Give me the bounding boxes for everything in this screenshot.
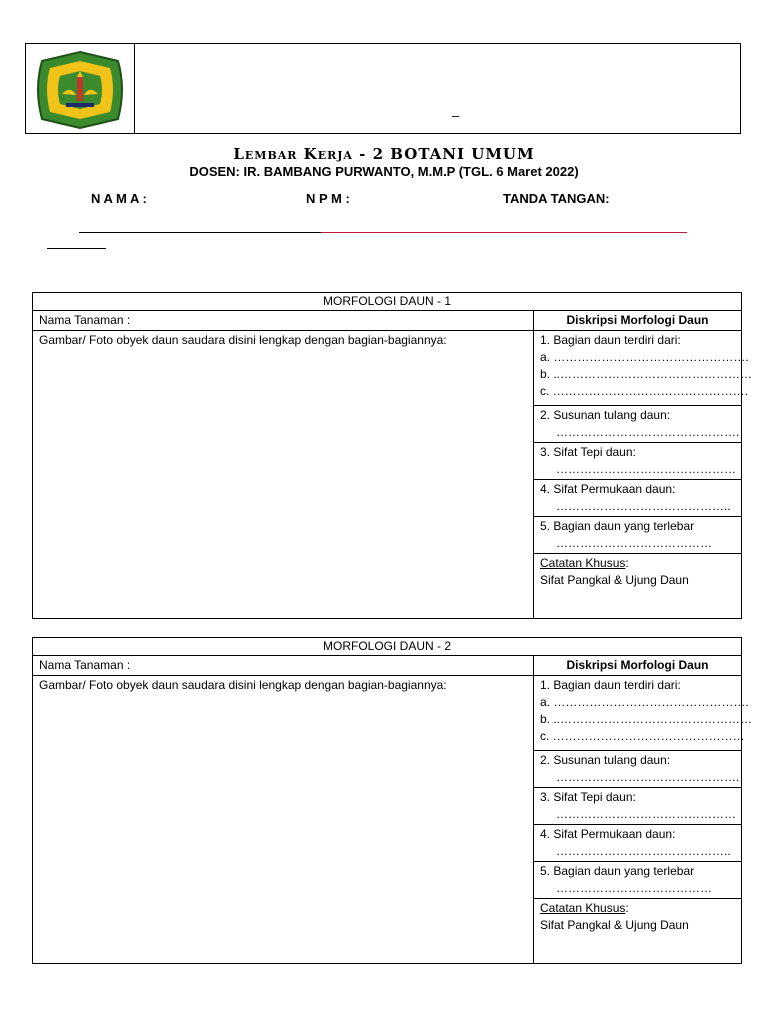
terlebar-dots: ………………………………… bbox=[556, 881, 712, 895]
bagian-b: b. ..………………………………………… bbox=[540, 367, 753, 381]
right-column-header: Diskripsi Morfologi Daun bbox=[534, 311, 742, 331]
signature-line bbox=[321, 232, 687, 233]
permukaan-cell[interactable] bbox=[534, 825, 742, 862]
lecturer-line: DOSEN: IR. BAMBANG PURWANTO, M.M.P (TGL. 6 Maret 2022) bbox=[189, 164, 579, 179]
catatan-colon: : bbox=[625, 901, 629, 915]
table-title: MORFOLOGI DAUN - 1 bbox=[33, 293, 742, 311]
institution-logo bbox=[30, 49, 130, 131]
bagian-daun-cell[interactable] bbox=[534, 331, 753, 406]
worksheet-title: Lembar Kerja - 2 BOTANI UMUM bbox=[233, 145, 535, 163]
image-area[interactable] bbox=[33, 676, 534, 964]
permukaan-dots: …………………………………….. bbox=[556, 844, 731, 858]
tepi-cell[interactable] bbox=[534, 788, 742, 825]
permukaan-dots: …………………………………….. bbox=[556, 499, 731, 513]
susunan-dots: ………………………………………. bbox=[556, 770, 740, 784]
susunan-cell[interactable] bbox=[534, 406, 742, 443]
terlebar-cell[interactable] bbox=[534, 862, 742, 899]
terlebar-label: 5. Bagian daun yang terlebar bbox=[540, 864, 695, 878]
tepi-dots: ……………………………………… bbox=[556, 462, 736, 476]
tepi-label: 3. Sifat Tepi daun: bbox=[540, 790, 636, 804]
tepi-cell[interactable] bbox=[534, 443, 742, 480]
permukaan-cell[interactable] bbox=[534, 480, 742, 517]
nama-tanaman-field[interactable]: Nama Tanaman : bbox=[33, 656, 534, 676]
image-area[interactable] bbox=[33, 331, 534, 619]
susunan-dots: ………………………………………. bbox=[556, 425, 740, 439]
bagian-a: a. …………………………………………. bbox=[540, 350, 749, 364]
pangkal-label: Sifat Pangkal & Ujung Daun bbox=[540, 573, 689, 587]
catatan-label: Catatan Khusus bbox=[540, 556, 626, 570]
name-line bbox=[79, 232, 321, 233]
tepi-dots: ……………………………………… bbox=[556, 807, 736, 821]
short-underline bbox=[47, 248, 106, 249]
morfologi-table-2 bbox=[32, 637, 753, 964]
catatan-label: Catatan Khusus bbox=[540, 901, 626, 915]
catatan-colon: : bbox=[625, 556, 629, 570]
tanda-tangan-label: TANDA TANGAN: bbox=[503, 191, 610, 206]
bagian-c: c. ………………………………………… bbox=[540, 729, 745, 743]
catatan-cell[interactable] bbox=[534, 554, 742, 619]
susunan-cell[interactable] bbox=[534, 751, 742, 788]
permukaan-label: 4. Sifat Permukaan daun: bbox=[540, 827, 676, 841]
npm-label: N P M : bbox=[306, 191, 350, 206]
right-column-header: Diskripsi Morfologi Daun bbox=[534, 656, 742, 676]
image-area-instruction: Gambar/ Foto obyek daun saudara disini lengkap dengan bagian-bagiannya: bbox=[39, 333, 447, 347]
header-dash: – bbox=[452, 108, 460, 123]
tepi-label: 3. Sifat Tepi daun: bbox=[540, 445, 636, 459]
terlebar-label: 5. Bagian daun yang terlebar bbox=[540, 519, 695, 533]
bagian-c: c. …………………………………………. bbox=[540, 384, 749, 398]
header-box bbox=[25, 43, 741, 134]
table-title: MORFOLOGI DAUN - 2 bbox=[33, 638, 742, 656]
bagian-daun-label: 1. Bagian daun terdiri dari: bbox=[540, 678, 681, 692]
nama-tanaman-field[interactable]: Nama Tanaman : bbox=[33, 311, 534, 331]
image-area-instruction: Gambar/ Foto obyek daun saudara disini lengkap dengan bagian-bagiannya: bbox=[39, 678, 447, 692]
terlebar-cell[interactable] bbox=[534, 517, 742, 554]
terlebar-dots: ………………………………… bbox=[556, 536, 712, 550]
permukaan-label: 4. Sifat Permukaan daun: bbox=[540, 482, 676, 496]
nama-label: N A M A : bbox=[91, 191, 147, 206]
bagian-daun-cell[interactable] bbox=[534, 676, 753, 751]
bagian-b: b. ..………………………………………… bbox=[540, 712, 753, 726]
susunan-label: 2. Susunan tulang daun: bbox=[540, 408, 671, 422]
logo-cell bbox=[26, 44, 135, 133]
bagian-daun-label: 1. Bagian daun terdiri dari: bbox=[540, 333, 681, 347]
pangkal-label: Sifat Pangkal & Ujung Daun bbox=[540, 918, 689, 932]
morfologi-table-1 bbox=[32, 292, 753, 619]
catatan-cell[interactable] bbox=[534, 899, 742, 964]
susunan-label: 2. Susunan tulang daun: bbox=[540, 753, 671, 767]
bagian-a: a. …………………………………………. bbox=[540, 695, 749, 709]
